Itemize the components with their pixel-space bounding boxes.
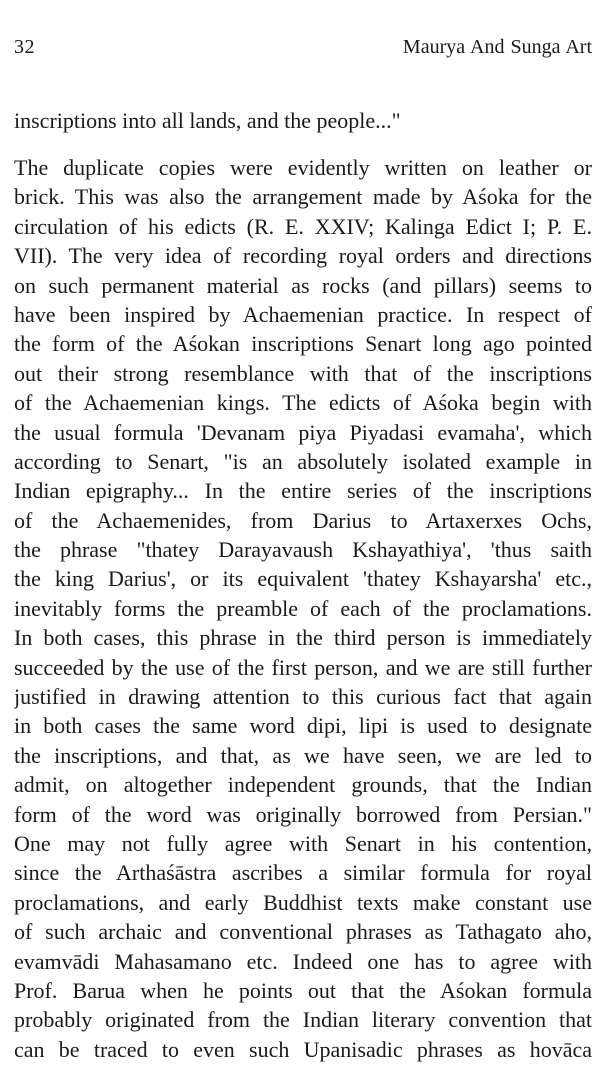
page-number: 32 [14,36,35,58]
text-line: the usual formula 'Devanam piya Piyadasi evamaha', which [14,419,592,445]
text-line: according to Senart, "is an absolutely isolated example in [14,448,592,474]
text-line: form of the word was originally borrowed from Persian." [14,801,592,827]
text-line: inevitably forms the preamble of each of the proclamations. [14,595,592,621]
text-line: out their strong resemblance with that of the inscriptions [14,360,592,386]
text-line: can be traced to even such Upanisadic phrases as hovāca [14,1036,592,1062]
running-head [14,34,592,60]
text-line: since the Arthaśāstra ascribes a similar formula for royal [14,860,592,886]
text-line: in both cases the same word dipi, lipi is used to designate [14,713,592,739]
text-line: of such archaic and conventional phrases as Tathagato aho, [14,919,592,945]
text-line: proclamations, and early Buddhist texts make constant use [14,889,592,915]
text-line: One may not fully agree with Senart in his contention, [14,830,592,856]
text-line: the phrase "thatey Darayavaush Kshayathiya', 'thus saith [14,537,592,563]
text-line: circulation of his edicts (R. E. XXIV; Kalinga Edict I; P. E. [14,213,592,239]
text-line: the form of the Aśokan inscriptions Senart long ago pointed [14,331,592,357]
text-line: brick. This was also the arrangement made by Aśoka for the [14,184,592,210]
text-line: evamvādi Mahasamano etc. Indeed one has to agree with [14,948,592,974]
text-line: In both cases, this phrase in the third person is immediately [14,625,592,651]
text-line: justified in drawing attention to this curious fact that again [14,684,592,710]
text-line: on such permanent material as rocks (and pillars) seems to [14,272,592,298]
paragraph [14,153,592,1064]
text-line: the inscriptions, and that, as we have seen, we are led to [14,742,592,768]
text-line: VII). The very idea of recording royal orders and directions [14,243,592,269]
text-line: have been inspired by Achaemenian practice. In respect of [14,301,592,327]
text-line: The duplicate copies were evidently written on leather or [14,155,592,180]
text-line: Indian epigraphy... In the entire series of the inscriptions [14,478,592,504]
text-line: the king Darius', or its equivalent 'thatey Kshayarsha' etc., [14,566,592,592]
text-line: Prof. Barua when he points out that the Aśokan formula [14,977,592,1003]
text-line: of the Achaemenides, from Darius to Artaxerxes Ochs, [14,507,592,533]
text-line: probably originated from the Indian literary convention that [14,1007,592,1033]
text-line: succeeded by the use of the first person, and we are still further [14,654,592,680]
carry-over-line: inscriptions into all lands, and the people..." [14,108,401,133]
text-line: of the Achaemenian kings. The edicts of Aśoka begin with [14,390,592,416]
book-title: Maurya And Sunga Art [402,36,592,58]
text-line: admit, on altogether independent grounds, that the Indian [14,772,592,798]
